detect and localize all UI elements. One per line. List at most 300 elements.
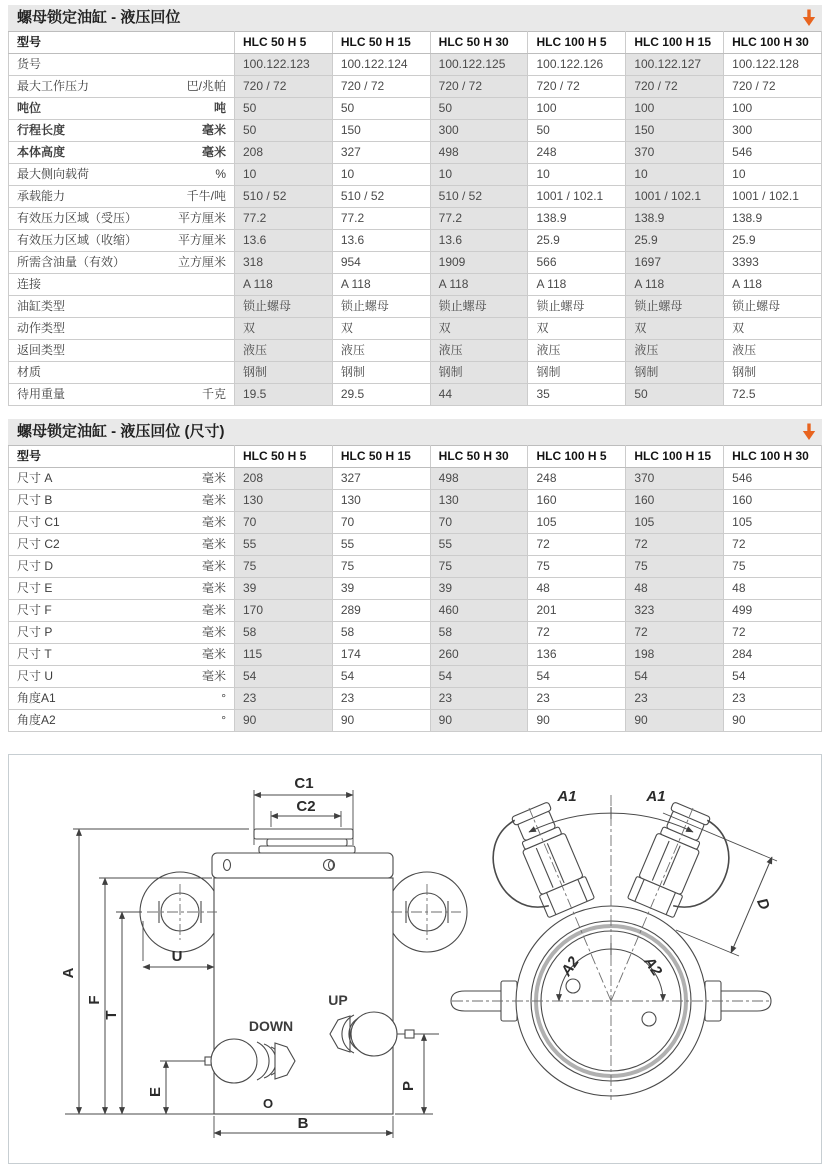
row-label-cell [9,468,235,490]
angle-label-a2-right: A2 [640,953,666,980]
value-cell: 55 [430,534,528,556]
value-cell: 510 / 52 [430,186,528,208]
value-cell: 39 [430,578,528,600]
value-cell: 248 [528,468,626,490]
row-label-cell [9,534,235,556]
value-cell: 260 [430,644,528,666]
table-row [9,468,822,490]
value-cell: 720 / 72 [724,76,822,98]
column-header-model: HLC 50 H 15 [332,446,430,468]
row-label-cell [9,98,235,120]
panel-title: 螺母锁定油缸 - 液压回位 [17,9,181,26]
value-cell: 130 [235,490,333,512]
row-label: 尺寸 E [17,581,53,595]
row-label-cell [9,362,235,384]
row-unit: % [215,167,226,181]
value-cell: 136 [528,644,626,666]
value-cell: 138.9 [626,208,724,230]
value-cell: 50 [430,98,528,120]
value-cell: 170 [235,600,333,622]
value-cell: 460 [430,600,528,622]
row-label: 尺寸 A [17,471,53,485]
header-row [9,446,822,468]
value-cell: 77.2 [332,208,430,230]
value-cell: 锁止螺母 [626,296,724,318]
value-cell: 23 [235,688,333,710]
value-cell: 100.122.124 [332,54,430,76]
value-cell: 70 [430,512,528,534]
value-cell: 370 [626,142,724,164]
table-row [9,644,822,666]
row-unit: 千克 [201,387,226,401]
value-cell: 100.122.123 [235,54,333,76]
value-cell: 105 [528,512,626,534]
dim-label-e: E [147,1086,164,1098]
value-cell: 双 [430,318,528,340]
value-cell: 55 [235,534,333,556]
value-cell: 100 [528,98,626,120]
value-cell: 70 [235,512,333,534]
row-label: 尺寸 P [17,625,53,639]
angle-label-a1-right: A1 [646,788,666,805]
value-cell: 284 [724,644,822,666]
value-cell: 44 [430,384,528,406]
value-cell: 323 [626,600,724,622]
port-label-up: UP [328,992,348,1008]
value-cell: 208 [235,142,333,164]
value-cell: 327 [332,468,430,490]
row-label: 连接 [17,277,42,291]
value-cell: 100 [724,98,822,120]
row-label: 尺寸 F [17,603,52,617]
table-row [9,54,822,76]
value-cell: 1001 / 102.1 [528,186,626,208]
table-row [9,556,822,578]
value-cell: 54 [724,666,822,688]
column-header-model: HLC 100 H 30 [724,446,822,468]
row-label: 吨位 [17,101,42,115]
value-cell: 10 [332,164,430,186]
row-label-cell [9,208,235,230]
value-cell: 23 [724,688,822,710]
row-label: 行程长度 [17,123,66,137]
value-cell: A 118 [235,274,333,296]
value-cell: A 118 [724,274,822,296]
row-label-cell [9,600,235,622]
value-cell: 72 [626,534,724,556]
column-header-model: HLC 50 H 30 [430,32,528,54]
table-row [9,578,822,600]
value-cell: A 118 [430,274,528,296]
value-cell: 10 [430,164,528,186]
row-unit: 立方厘米 [177,255,226,269]
dim-label-c1: C1 [294,775,314,792]
row-label: 返回类型 [17,343,66,357]
value-cell: 75 [626,556,724,578]
value-cell: 160 [626,490,724,512]
row-label-cell [9,384,235,406]
value-cell: 300 [724,120,822,142]
value-cell: 720 / 72 [235,76,333,98]
value-cell: 130 [332,490,430,512]
value-cell: 50 [235,98,333,120]
value-cell: 3393 [724,252,822,274]
value-cell: 75 [528,556,626,578]
value-cell: 58 [235,622,333,644]
panel-title-bar [8,419,822,445]
value-cell: 1001 / 102.1 [626,186,724,208]
column-header-model: HLC 50 H 15 [332,32,430,54]
row-label: 待用重量 [17,387,66,401]
table-row [9,600,822,622]
value-cell: 50 [235,120,333,142]
row-unit: 毫米 [201,123,226,137]
row-label: 角度A1 [17,691,56,705]
value-cell: 498 [430,142,528,164]
column-header-model: HLC 100 H 15 [626,32,724,54]
value-cell: 10 [724,164,822,186]
dim-label-p: P [400,1080,417,1092]
technical-drawing-box [8,754,822,1164]
table-row [9,76,822,98]
row-label: 本体高度 [17,145,66,159]
row-label-cell [9,578,235,600]
column-header-model: HLC 100 H 5 [528,32,626,54]
value-cell: 锁止螺母 [528,296,626,318]
value-cell: 48 [528,578,626,600]
row-label: 尺寸 B [17,493,53,507]
row-label: 尺寸 C1 [17,515,60,529]
value-cell: 液压 [626,340,724,362]
value-cell: 370 [626,468,724,490]
value-cell: 双 [332,318,430,340]
table-row [9,362,822,384]
dimensions-panel [8,419,822,732]
value-cell: 115 [235,644,333,666]
value-cell: 1001 / 102.1 [724,186,822,208]
value-cell: 75 [430,556,528,578]
value-cell: 50 [332,98,430,120]
row-label-cell [9,490,235,512]
value-cell: 90 [724,710,822,732]
row-label-cell [9,76,235,98]
value-cell: 54 [528,666,626,688]
value-cell: 50 [626,384,724,406]
value-cell: 150 [626,120,724,142]
row-unit: 毫米 [201,493,226,507]
value-cell: 23 [332,688,430,710]
value-cell: 液压 [332,340,430,362]
row-unit: ° [221,713,226,727]
value-cell: 90 [626,710,724,732]
value-cell: 19.5 [235,384,333,406]
value-cell: 100 [626,98,724,120]
value-cell: 钢制 [430,362,528,384]
value-cell: 25.9 [528,230,626,252]
row-unit: 平方厘米 [177,233,226,247]
value-cell: 10 [626,164,724,186]
table-row [9,142,822,164]
value-cell: 499 [724,600,822,622]
value-cell: 130 [430,490,528,512]
row-label: 有效压力区域（收缩） [17,233,138,247]
row-unit: 平方厘米 [177,211,226,225]
dim-label-d: D [753,895,774,913]
row-label-cell [9,120,235,142]
table-row [9,622,822,644]
row-label-cell [9,318,235,340]
port-label-down: DOWN [248,1018,294,1034]
value-cell: 546 [724,142,822,164]
value-cell: 25.9 [626,230,724,252]
row-label-cell [9,622,235,644]
specs-table [8,31,822,406]
row-label-cell [9,142,235,164]
value-cell: 锁止螺母 [235,296,333,318]
value-cell: 35 [528,384,626,406]
value-cell: 90 [430,710,528,732]
dim-label-b: B [297,1115,309,1132]
value-cell: 液压 [724,340,822,362]
dimensions-table [8,445,822,732]
value-cell: 54 [626,666,724,688]
value-cell: 23 [626,688,724,710]
top-view [451,795,777,1100]
row-label-cell [9,710,235,732]
value-cell: 90 [235,710,333,732]
value-cell: 23 [528,688,626,710]
row-label: 油缸类型 [17,299,66,313]
row-label-cell [9,54,235,76]
value-cell: 10 [235,164,333,186]
value-cell: 510 / 52 [332,186,430,208]
row-label-cell [9,512,235,534]
value-cell: 208 [235,468,333,490]
value-cell: 248 [528,142,626,164]
value-cell: 55 [332,534,430,556]
row-label: 尺寸 D [17,559,54,573]
table-row [9,666,822,688]
value-cell: A 118 [528,274,626,296]
value-cell: 566 [528,252,626,274]
value-cell: 77.2 [430,208,528,230]
row-label: 角度A2 [17,713,56,727]
value-cell: 75 [724,556,822,578]
row-unit: 毫米 [201,145,226,159]
value-cell: 双 [626,318,724,340]
dim-label-t: T [103,1010,120,1020]
column-header-model: HLC 100 H 5 [528,446,626,468]
value-cell: 钢制 [724,362,822,384]
value-cell: 90 [528,710,626,732]
table-row [9,512,822,534]
value-cell: 液压 [235,340,333,362]
download-arrow-icon[interactable] [801,8,817,27]
value-cell: 100.122.128 [724,54,822,76]
row-label: 材质 [17,365,42,379]
row-unit: ° [221,691,226,705]
table-row [9,534,822,556]
row-unit: 毫米 [201,471,226,485]
table-row [9,710,822,732]
value-cell: 1697 [626,252,724,274]
row-label: 承载能力 [17,189,66,203]
row-label: 所需含油量（有效） [17,255,126,269]
value-cell: 液压 [528,340,626,362]
value-cell: 954 [332,252,430,274]
value-cell: 钢制 [528,362,626,384]
table-row [9,340,822,362]
value-cell: 锁止螺母 [724,296,822,318]
value-cell: 50 [528,120,626,142]
table-row [9,252,822,274]
value-cell: A 118 [626,274,724,296]
table-row [9,688,822,710]
value-cell: 300 [430,120,528,142]
value-cell: 13.6 [332,230,430,252]
dim-label-o: O [262,1096,274,1111]
value-cell: 54 [332,666,430,688]
value-cell: 150 [332,120,430,142]
row-label: 尺寸 U [17,669,54,683]
table-row [9,208,822,230]
value-cell: 双 [235,318,333,340]
value-cell: 1909 [430,252,528,274]
value-cell: 双 [724,318,822,340]
value-cell: 720 / 72 [332,76,430,98]
value-cell: 720 / 72 [430,76,528,98]
value-cell: 58 [332,622,430,644]
value-cell: 10 [528,164,626,186]
value-cell: 钢制 [626,362,724,384]
row-label: 尺寸 T [17,647,52,661]
value-cell: 72 [724,622,822,644]
angle-label-a2-left: A2 [557,953,583,980]
dim-label-u: U [171,948,183,965]
value-cell: 39 [332,578,430,600]
value-cell: 48 [626,578,724,600]
value-cell: 498 [430,468,528,490]
value-cell: 198 [626,644,724,666]
specs-panel [8,5,822,406]
value-cell: 90 [332,710,430,732]
dim-label-a: A [60,967,77,979]
value-cell: 液压 [430,340,528,362]
column-header-model: HLC 100 H 15 [626,446,724,468]
row-unit: 毫米 [201,581,226,595]
row-label-cell [9,340,235,362]
value-cell: 72 [528,622,626,644]
value-cell: 39 [235,578,333,600]
row-label: 尺寸 C2 [17,537,60,551]
column-header-model: HLC 50 H 30 [430,446,528,468]
value-cell: 327 [332,142,430,164]
row-unit: 巴/兆帕 [186,79,226,93]
row-label-cell [9,230,235,252]
row-label-cell [9,296,235,318]
value-cell: 72.5 [724,384,822,406]
value-cell: 201 [528,600,626,622]
row-label-cell [9,186,235,208]
row-label-cell [9,556,235,578]
download-arrow-icon[interactable] [801,422,817,441]
value-cell: 720 / 72 [626,76,724,98]
value-cell: 160 [724,490,822,512]
value-cell: 双 [528,318,626,340]
value-cell: 105 [626,512,724,534]
panel-title: 螺母锁定油缸 - 液压回位 (尺寸) [17,423,225,440]
header-row [9,32,822,54]
value-cell: 720 / 72 [528,76,626,98]
value-cell: 13.6 [235,230,333,252]
value-cell: 138.9 [724,208,822,230]
value-cell: 318 [235,252,333,274]
column-header-model-label: 型号 [9,446,235,468]
value-cell: 钢制 [332,362,430,384]
row-label-cell [9,666,235,688]
panel-title-bar [8,5,822,31]
value-cell: 锁止螺母 [332,296,430,318]
value-cell: 54 [235,666,333,688]
value-cell: A 118 [332,274,430,296]
row-unit: 毫米 [201,537,226,551]
column-header-model: HLC 50 H 5 [235,32,333,54]
row-unit: 毫米 [201,669,226,683]
value-cell: 钢制 [235,362,333,384]
value-cell: 23 [430,688,528,710]
row-label-cell [9,252,235,274]
value-cell: 100.122.125 [430,54,528,76]
table-row [9,490,822,512]
value-cell: 100.122.126 [528,54,626,76]
row-label-cell [9,274,235,296]
value-cell: 160 [528,490,626,512]
value-cell: 29.5 [332,384,430,406]
value-cell: 138.9 [528,208,626,230]
row-label: 最大工作压力 [17,79,90,93]
row-label: 有效压力区域（受压） [17,211,138,225]
value-cell: 289 [332,600,430,622]
column-header-model: HLC 100 H 30 [724,32,822,54]
value-cell: 48 [724,578,822,600]
table-row [9,296,822,318]
row-unit: 毫米 [201,625,226,639]
value-cell: 174 [332,644,430,666]
table-row [9,274,822,296]
row-label: 最大侧向载荷 [17,167,90,181]
row-unit: 毫米 [201,647,226,661]
row-label: 货号 [17,57,42,71]
column-header-model: HLC 50 H 5 [235,446,333,468]
row-label-cell [9,688,235,710]
value-cell: 100.122.127 [626,54,724,76]
value-cell: 58 [430,622,528,644]
row-label: 动作类型 [17,321,66,335]
dim-label-c2: C2 [296,798,316,815]
row-unit: 毫米 [201,559,226,573]
value-cell: 13.6 [430,230,528,252]
angle-label-a1-left: A1 [557,788,577,805]
value-cell: 75 [332,556,430,578]
table-row [9,318,822,340]
dimension-drawing [9,755,821,1161]
row-label-cell [9,164,235,186]
value-cell: 54 [430,666,528,688]
value-cell: 72 [724,534,822,556]
value-cell: 锁止螺母 [430,296,528,318]
row-label-cell [9,644,235,666]
table-row [9,98,822,120]
